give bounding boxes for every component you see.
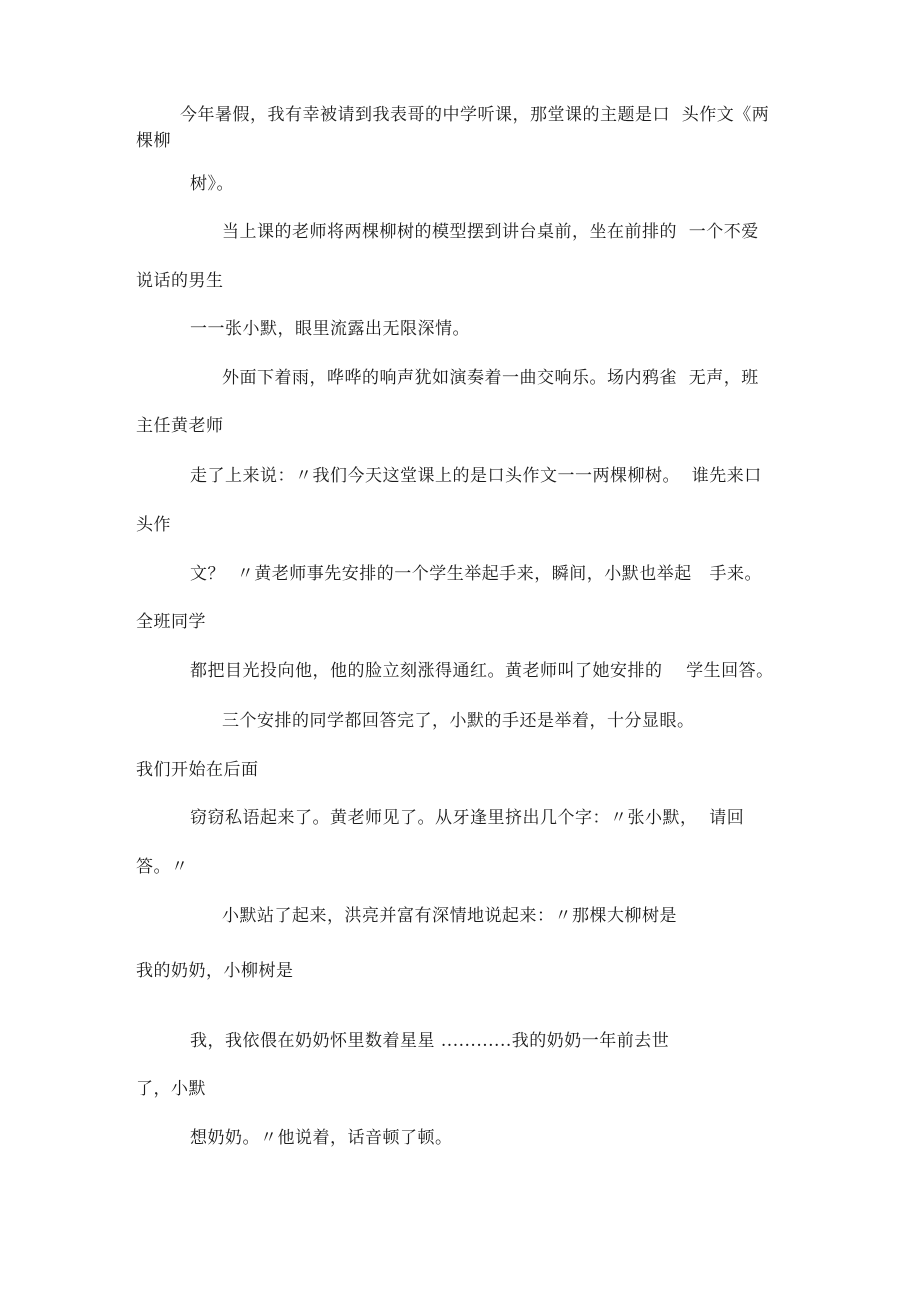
text-line: 答。〃 [136,857,189,877]
text-line: 我的奶奶，小柳树是 [136,961,294,981]
text-line: 头作 [136,515,171,535]
text-line: 主任黄老师 [136,416,224,436]
text-line: 小默站了起来，洪亮并富有深情地说起来：〃那棵大柳树是 [222,906,677,926]
text-line: 树》。 [190,174,234,194]
text-line: 了，小默 [136,1079,206,1099]
text-line: 一一张小默，眼里流露出无限深情。 [190,319,470,339]
text-line: 我，我依偎在奶奶怀里数着星星 ............我的奶奶一年前去世 [190,1031,670,1051]
text-line: 当上课的老师将两棵柳树的模型摆到讲台桌前，坐在前排的 一个不爱 [222,222,759,242]
text-line: 棵柳 [136,131,171,151]
text-line: 文？ 〃黄老师事先安排的一个学生举起手来，瞬间，小默也举起 手来。 [190,564,763,584]
text-line: 想奶奶。〃他说着，话音顿了顿。 [190,1128,453,1148]
text-line: 说话的男生 [136,271,224,291]
text-line: 都把目光投向他，他的脸立刻涨得通红。黄老师叫了她安排的 学生回答。 [190,661,774,681]
text-line: 今年暑假，我有幸被请到我表哥的中学听课，那堂课的主题是口 头作文《两 [180,105,770,125]
text-line: 窃窃私语起来了。黄老师见了。从牙逢里挤出几个字：〃张小默， 请回 [190,808,745,828]
text-line: 走了上来说：〃我们今天这堂课上的是口头作文一一两棵柳树。 谁先来口 [190,466,762,486]
text-line: 全班同学 [136,612,206,632]
text-line: 外面下着雨，哗哗的响声犹如演奏着一曲交响乐。场内鸦雀 无声，班 [222,368,759,388]
text-line: 我们开始在后面 [136,760,259,780]
text-line: 三个安排的同学都回答完了，小默的手还是举着，十分显眼。 [222,711,695,731]
